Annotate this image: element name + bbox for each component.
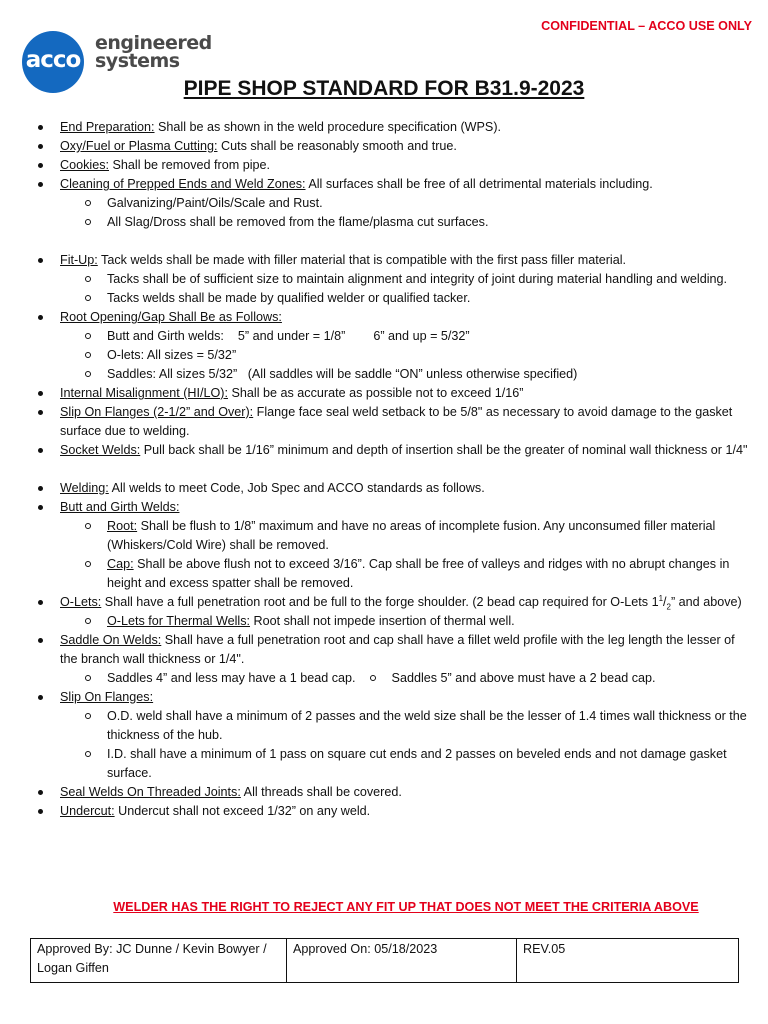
sub-item: Butt and Girth welds: 5” and under = 1/8” 6” and up = 5/32” <box>36 327 752 346</box>
item-text: Shall be as accurate as possible not to exceed 1/16” <box>227 386 524 400</box>
item-slip-on <box>36 688 752 707</box>
fraction-slash: / <box>663 595 667 609</box>
document-title <box>0 76 768 102</box>
item-seal-welds <box>36 783 752 802</box>
item-text: Shall be removed from pipe. <box>109 158 271 172</box>
sub-item: Tacks welds shall be made by qualified welder or qualified tacker. <box>36 289 752 308</box>
item-label: Butt and Girth Welds: <box>60 500 180 514</box>
approval-row <box>31 939 739 983</box>
sub-item-thermal <box>36 612 752 631</box>
logo-line-2: systems <box>95 50 180 72</box>
sub-text-inline: Saddles 5” and above must have a 2 bead cap. <box>370 669 656 688</box>
item-label: Fit-Up: <box>60 253 98 267</box>
welder-warning: WELDER HAS THE RIGHT TO REJECT ANY FIT UP THAT DOES NOT MEET THE CRITERIA ABOVE <box>113 900 699 914</box>
item-cookies <box>36 156 752 175</box>
sub-label: O-Lets for Thermal Wells: <box>107 614 251 628</box>
item-label: Undercut: <box>60 804 115 818</box>
sub-text: Shall be above flush not to exceed 3/16”. Cap shall be free of valleys and ridges with no abrupt changes in height and excess spatter shall be removed. <box>107 557 730 590</box>
item-text: ” and above) <box>670 595 742 609</box>
item-end-preparation <box>36 118 752 137</box>
fraction-numerator: 1 <box>658 593 664 603</box>
sub-item: O.D. weld shall have a minimum of 2 passes and the weld size shall be the lesser of 1.4 times wall thickness or the thickness of the hub. <box>36 707 752 745</box>
item-label: Saddle On Welds: <box>60 633 162 647</box>
item-text: All welds to meet Code, Job Spec and ACCO standards as follows. <box>108 481 485 495</box>
logo-wordmark <box>95 34 212 70</box>
item-text: Tack welds shall be made with filler material that is compatible with the first pass filler material. <box>97 253 626 267</box>
approval-table <box>30 938 739 983</box>
item-label: End Preparation: <box>60 120 155 134</box>
sub-text: Root shall not impede insertion of thermal well. <box>250 614 515 628</box>
item-misalignment <box>36 384 752 403</box>
item-cutting <box>36 137 752 156</box>
sub-item: Tacks shall be of sufficient size to maintain alignment and integrity of joint during material handling and welding. <box>36 270 752 289</box>
sub-text: Saddles 4” and less may have a 1 bead cap. <box>107 671 356 685</box>
approved-on-cell: Approved On: 05/18/2023 <box>287 939 517 983</box>
sub-item-saddle <box>36 669 752 688</box>
item-label: Cleaning of Prepped Ends and Weld Zones: <box>60 177 306 191</box>
sub-item: All Slag/Dross shall be removed from the flame/plasma cut surfaces. <box>36 213 752 232</box>
item-label: Oxy/Fuel or Plasma Cutting: <box>60 139 218 153</box>
item-olets <box>36 593 752 612</box>
sub-item: Saddles: All sizes 5/32” (All saddles will be saddle “ON” unless otherwise specified) <box>36 365 752 384</box>
item-root-opening <box>36 308 752 327</box>
title-text: PIPE SHOP STANDARD FOR B31.9-2023 <box>183 77 585 100</box>
item-text: Shall be as shown in the weld procedure specification (WPS). <box>154 120 502 134</box>
item-label: O-Lets: <box>60 595 102 609</box>
item-text: Flange face seal weld setback to be 5/8" as necessary to avoid damage to the gasket surface due to welding. <box>60 405 733 438</box>
item-saddle <box>36 631 752 669</box>
item-label: Welding: <box>60 481 109 495</box>
item-fit-up <box>36 251 752 270</box>
confidential-notice: CONFIDENTIAL – ACCO USE ONLY <box>541 19 752 33</box>
item-socket-welds <box>36 441 752 460</box>
approved-by-cell: Approved By: JC Dunne / Kevin Bowyer / Logan Giffen <box>31 939 287 983</box>
fraction-denominator: 2 <box>666 602 671 612</box>
sub-item-cap <box>36 555 752 593</box>
item-welding <box>36 479 752 498</box>
item-label: Cookies: <box>60 158 109 172</box>
item-text: Cuts shall be reasonably smooth and true. <box>217 139 457 153</box>
sub-item-root <box>36 517 752 555</box>
sub-item: I.D. shall have a minimum of 1 pass on square cut ends and 2 passes on beveled ends and not damage gasket surface. <box>36 745 752 783</box>
item-text: All threads shall be covered. <box>240 785 402 799</box>
sub-item: Galvanizing/Paint/Oils/Scale and Rust. <box>36 194 752 213</box>
item-undercut <box>36 802 752 821</box>
sub-item: O-lets: All sizes = 5/32” <box>36 346 752 365</box>
item-slip-on-large <box>36 403 752 441</box>
standard-body <box>36 118 752 821</box>
revision-cell: REV.05 <box>517 939 739 983</box>
sub-label: Cap: <box>107 557 134 571</box>
item-label: Internal Misalignment (HI/LO): <box>60 386 228 400</box>
item-label: Socket Welds: <box>60 443 141 457</box>
sub-text: Shall be flush to 1/8” maximum and have no areas of incomplete fusion. Any unconsumed filler material (Whiskers/Cold Wire) shall be removed. <box>107 519 716 552</box>
item-text: Undercut shall not exceed 1/32” on any weld. <box>114 804 371 818</box>
logo-line-1: engineered <box>95 32 212 54</box>
logo-mark-text: acco <box>25 47 81 73</box>
item-butt-girth <box>36 498 752 517</box>
item-cleaning <box>36 175 752 194</box>
item-label: Root Opening/Gap Shall Be as Follows: <box>60 310 282 324</box>
item-text: Shall have a full penetration root and cap shall have a fillet weld profile with the leg length the lesser of the branch wall thickness or 1/4". <box>60 633 735 666</box>
item-text: Pull back shall be 1/16” minimum and depth of insertion shall be the greater of nominal wall thickness or 1/4" <box>140 443 748 457</box>
item-label: Slip On Flanges (2-1/2” and Over): <box>60 405 254 419</box>
item-label: Slip On Flanges: <box>60 690 154 704</box>
sub-label: Root: <box>107 519 138 533</box>
item-text: All surfaces shall be free of all detrimental materials including. <box>305 177 653 191</box>
item-label: Seal Welds On Threaded Joints: <box>60 785 241 799</box>
item-text: Shall have a full penetration root and be full to the forge shoulder. (2 bead cap required for O-Lets 1 <box>101 595 659 609</box>
